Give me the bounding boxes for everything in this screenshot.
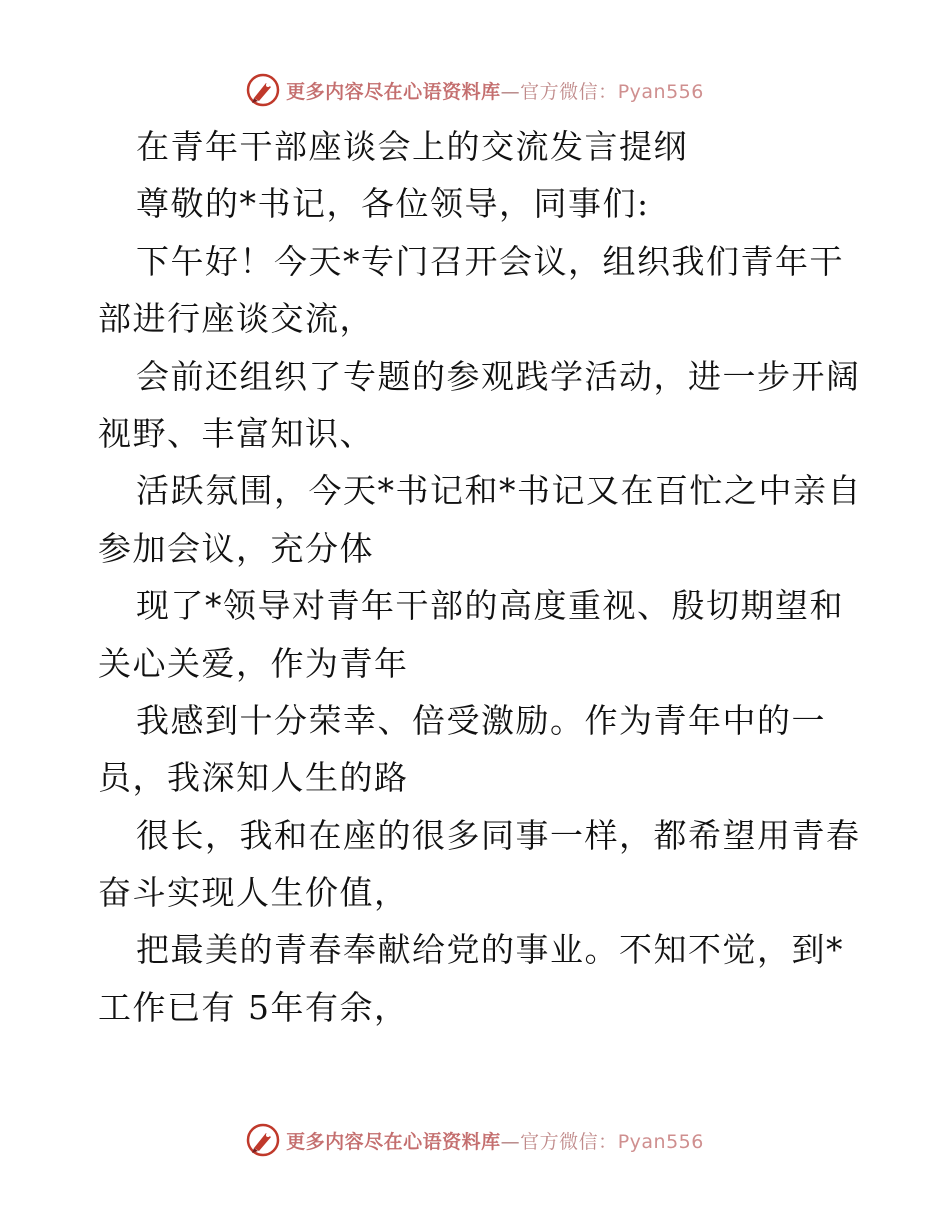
paragraph-line: 部进行座谈交流，	[98, 299, 374, 339]
paragraph-line: 现了*领导对青年干部的高度重视、殷切期望和	[136, 586, 844, 626]
document-title: 在青年干部座谈会上的交流发言提纲	[136, 127, 688, 166]
document-body	[98, 118, 862, 1036]
salutation: 尊敬的*书记，各位领导，同事们:	[136, 184, 650, 224]
watermark-wechat-id: Pyan556	[617, 1130, 704, 1153]
header-watermark	[0, 70, 950, 110]
watermark-main-text: 更多内容尽在心语资料库	[286, 1130, 501, 1153]
paragraph-line: 活跃氛围，今天*书记和*书记又在百忙之中亲自	[136, 471, 862, 511]
paragraph-line: 会前还组织了专题的参观践学活动，进一步开阔	[136, 356, 861, 396]
paragraph-line: 奋斗实现人生价值，	[98, 873, 409, 913]
watermark-dash: —	[500, 1130, 521, 1153]
footer-watermark	[0, 1120, 950, 1160]
paragraph-line: 很长，我和在座的很多同事一样，都希望用青春	[136, 815, 861, 855]
paragraph-line: 下午好！今天*专门召开会议，组织我们青年干	[136, 241, 844, 281]
paragraph-line: 参加会议，充分体	[98, 528, 374, 568]
pen-logo-icon	[246, 1123, 280, 1157]
watermark-wechat-label: 官方微信：	[520, 1130, 618, 1153]
paragraph-line: 关心关爱，作为青年	[98, 643, 409, 683]
paragraph-line: 我感到十分荣幸、倍受激励。作为青年中的一	[136, 700, 826, 740]
paragraph-line: 工作已有 5年有余，	[98, 987, 409, 1027]
watermark-wechat-id: Pyan556	[617, 80, 704, 103]
watermark-main-text: 更多内容尽在心语资料库	[286, 80, 501, 103]
pen-logo-icon	[246, 73, 280, 107]
paragraph-line: 员，我深知人生的路	[98, 758, 409, 798]
watermark-dash: —	[500, 80, 521, 103]
paragraph-line: 把最美的青春奉献给党的事业。不知不觉，到*	[136, 930, 844, 970]
paragraph-line: 视野、丰富知识、	[98, 413, 374, 453]
watermark-wechat-label: 官方微信：	[520, 80, 618, 103]
